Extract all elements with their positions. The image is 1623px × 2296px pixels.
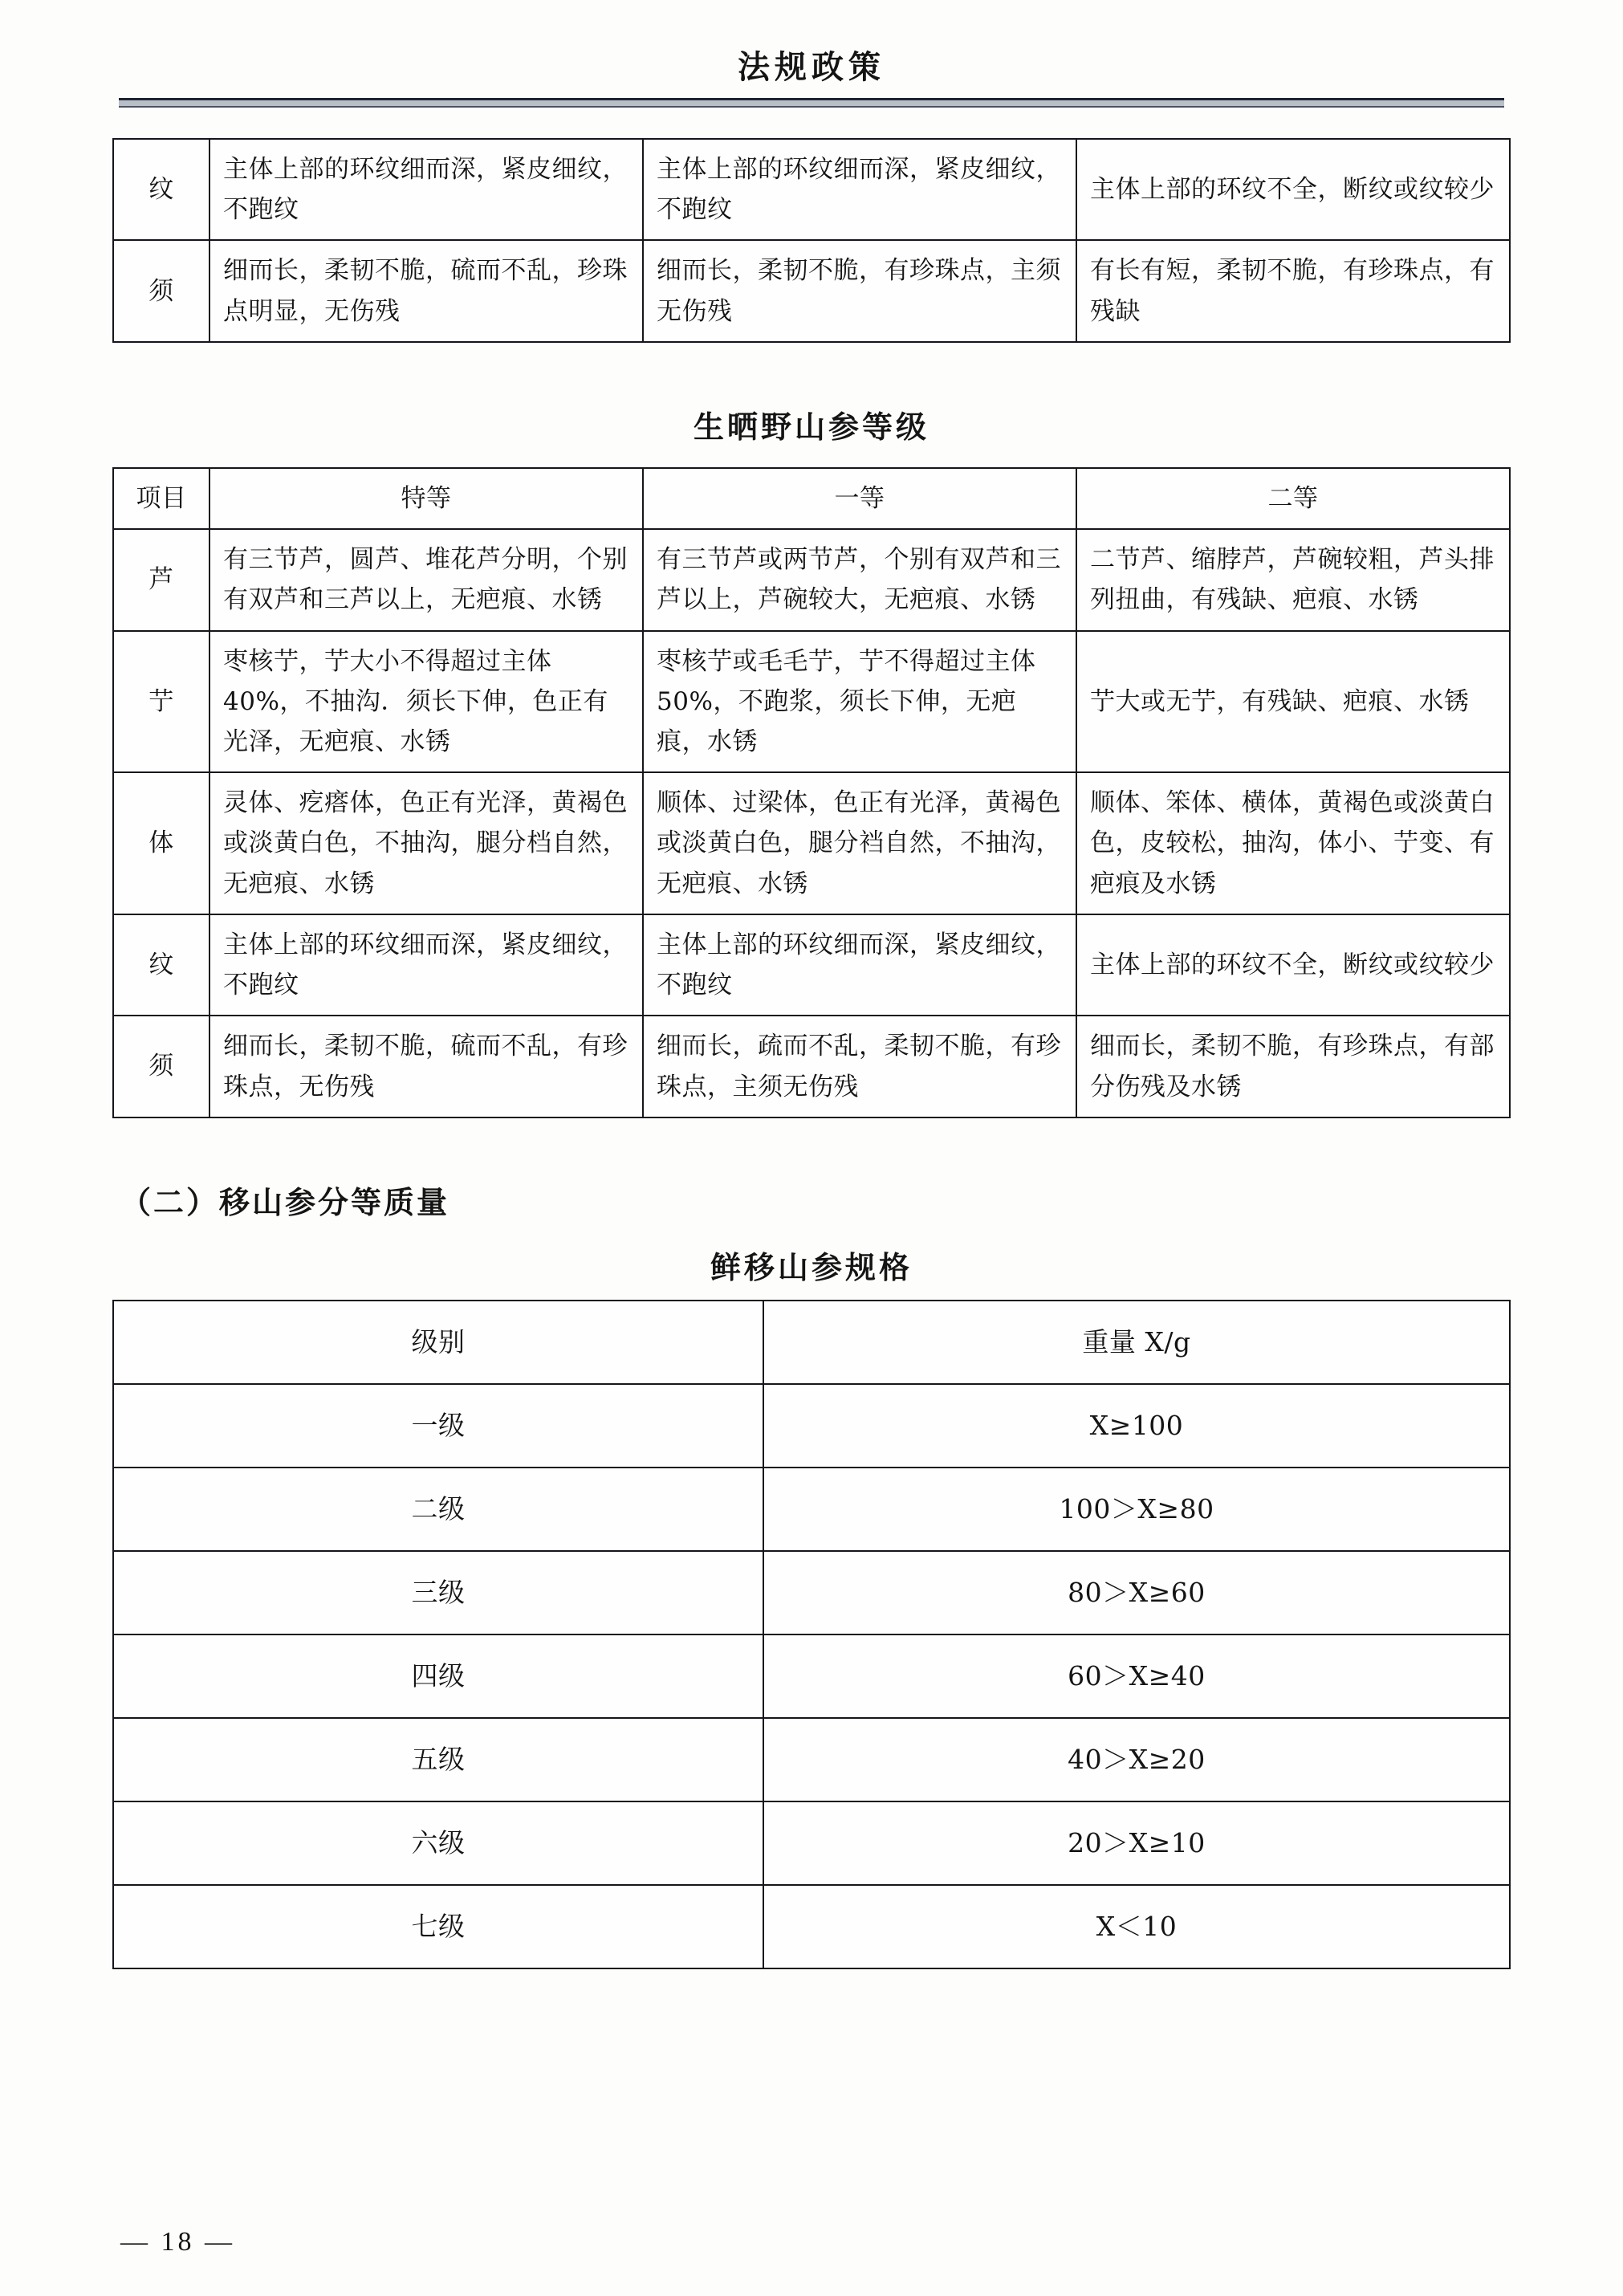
- table-cell: 细而长，柔韧不脆，有珍珠点，有部分伤残及水锈: [1076, 1016, 1510, 1117]
- table-grades-caption: 生晒野山参等级: [693, 408, 929, 445]
- table-row: [113, 1885, 1510, 1968]
- grade-cell: 五级: [113, 1718, 763, 1801]
- table-cell: 有三节芦，圆芦、堆花芦分明，个别有双芦和三芦以上，无疤痕、水锈: [209, 529, 643, 630]
- vertical-spacer: [0, 446, 1623, 467]
- row-label: 须: [113, 240, 209, 341]
- table-row: [113, 139, 1510, 240]
- weight-cell: X＜10: [763, 1885, 1510, 1968]
- table-row: [113, 631, 1510, 773]
- vertical-spacer: [0, 343, 1623, 402]
- grade-cell: 一级: [113, 1384, 763, 1468]
- table-header-row: [113, 1301, 1510, 1384]
- table-cell: 主体上部的环纹细而深，紧皮细纹，不跑纹: [209, 139, 643, 240]
- table-continuation: [112, 138, 1511, 343]
- row-label: 芦: [113, 529, 209, 630]
- table-cell: 主体上部的环纹细而深，紧皮细纹，不跑纹: [209, 914, 643, 1016]
- table-continuation-wrapper: [0, 138, 1623, 343]
- page-number: — 18 —: [120, 2227, 235, 2257]
- table-cell: 有三节芦或两节芦，个别有双芦和三芦以上，芦碗较大，无疤痕、水锈: [643, 529, 1076, 630]
- table-row: [113, 1801, 1510, 1885]
- row-label: 须: [113, 1016, 209, 1117]
- row-label: 纹: [113, 139, 209, 240]
- column-header: 项目: [113, 468, 209, 529]
- table-cell: 细而长，柔韧不脆，有珍珠点，主须无伤残: [643, 240, 1076, 341]
- grade-cell: 六级: [113, 1801, 763, 1885]
- table-cell: 二节芦、缩脖芦，芦碗较粗，芦头排列扭曲，有残缺、疤痕、水锈: [1076, 529, 1510, 630]
- table-row: [113, 1384, 1510, 1468]
- weight-cell: 60＞X≥40: [763, 1634, 1510, 1718]
- vertical-spacer: [0, 1118, 1623, 1178]
- table-row: [113, 1551, 1510, 1634]
- table-cell: 主体上部的环纹不全，断纹或纹较少: [1076, 914, 1510, 1016]
- header-title: 法规政策: [738, 48, 885, 86]
- table-cell: 细而长，疏而不乱，柔韧不脆，有珍珠点，主须无伤残: [643, 1016, 1076, 1117]
- table-cell: 主体上部的环纹不全，断纹或纹较少: [1076, 139, 1510, 240]
- header-rule-divider: [119, 98, 1504, 108]
- weight-cell: 20＞X≥10: [763, 1801, 1510, 1885]
- row-label: 体: [113, 772, 209, 914]
- table-cell: 细而长，柔韧不脆，硫而不乱，有珍珠点，无伤残: [209, 1016, 643, 1117]
- grade-cell: 三级: [113, 1551, 763, 1634]
- weight-cell: 40＞X≥20: [763, 1718, 1510, 1801]
- column-header: 重量 X/g: [763, 1301, 1510, 1384]
- grade-cell: 二级: [113, 1468, 763, 1551]
- table-cell: 顺体、笨体、横体，黄褐色或淡黄白色，皮较松，抽沟，体小、艼变、有疤痕及水锈: [1076, 772, 1510, 914]
- table-specs-caption: 鲜移山参规格: [710, 1248, 913, 1285]
- table-cell: 顺体、过梁体，色正有光泽，黄褐色或淡黄白色，腿分裆自然，不抽沟，无疤痕、水锈: [643, 772, 1076, 914]
- weight-cell: 100＞X≥80: [763, 1468, 1510, 1551]
- table-row: [113, 1468, 1510, 1551]
- weight-cell: X≥100: [763, 1384, 1510, 1468]
- table-row: [113, 1016, 1510, 1117]
- table-row: [113, 1718, 1510, 1801]
- table-row: [113, 529, 1510, 630]
- column-header: 一等: [643, 468, 1076, 529]
- column-header: 特等: [209, 468, 643, 529]
- grade-cell: 四级: [113, 1634, 763, 1718]
- table-cell: 灵体、疙瘩体，色正有光泽，黄褐色或淡黄白色，不抽沟，腿分档自然，无疤痕、水锈: [209, 772, 643, 914]
- table-row: [113, 772, 1510, 914]
- table-specs: [112, 1300, 1511, 1969]
- table-row: [113, 240, 1510, 341]
- weight-cell: 80＞X≥60: [763, 1551, 1510, 1634]
- table-grades-wrapper: [0, 402, 1623, 1118]
- table-cell: 细而长，柔韧不脆，硫而不乱，珍珠点明显，无伤残: [209, 240, 643, 341]
- table-cell: 有长有短，柔韧不脆，有珍珠点，有残缺: [1076, 240, 1510, 341]
- table-specs-wrapper: [0, 1243, 1623, 1969]
- column-header: 二等: [1076, 468, 1510, 529]
- table-row: [113, 1634, 1510, 1718]
- table-grades: [112, 467, 1511, 1118]
- vertical-spacer: [0, 1287, 1623, 1300]
- table-cell: 枣核艼，艼大小不得超过主体 40%，不抽沟．须长下伸，色正有光泽，无疤痕、水锈: [209, 631, 643, 773]
- column-header: 级别: [113, 1301, 763, 1384]
- table-cell: 主体上部的环纹细而深，紧皮细纹，不跑纹: [643, 914, 1076, 1016]
- table-header-row: [113, 468, 1510, 529]
- table-cell: 枣核艼或毛毛艼，艼不得超过主体 50%，不跑浆，须长下伸，无疤痕，水锈: [643, 631, 1076, 773]
- grade-cell: 七级: [113, 1885, 763, 1968]
- table-row: [113, 914, 1510, 1016]
- table-cell: 艼大或无艼，有残缺、疤痕、水锈: [1076, 631, 1510, 773]
- section-heading: （二）移山参分等质量: [120, 1183, 450, 1220]
- vertical-spacer: [0, 1222, 1623, 1243]
- page-header: [0, 0, 1623, 120]
- row-label: 纹: [113, 914, 209, 1016]
- table-cell: 主体上部的环纹细而深，紧皮细纹，不跑纹: [643, 139, 1076, 240]
- row-label: 艼: [113, 631, 209, 773]
